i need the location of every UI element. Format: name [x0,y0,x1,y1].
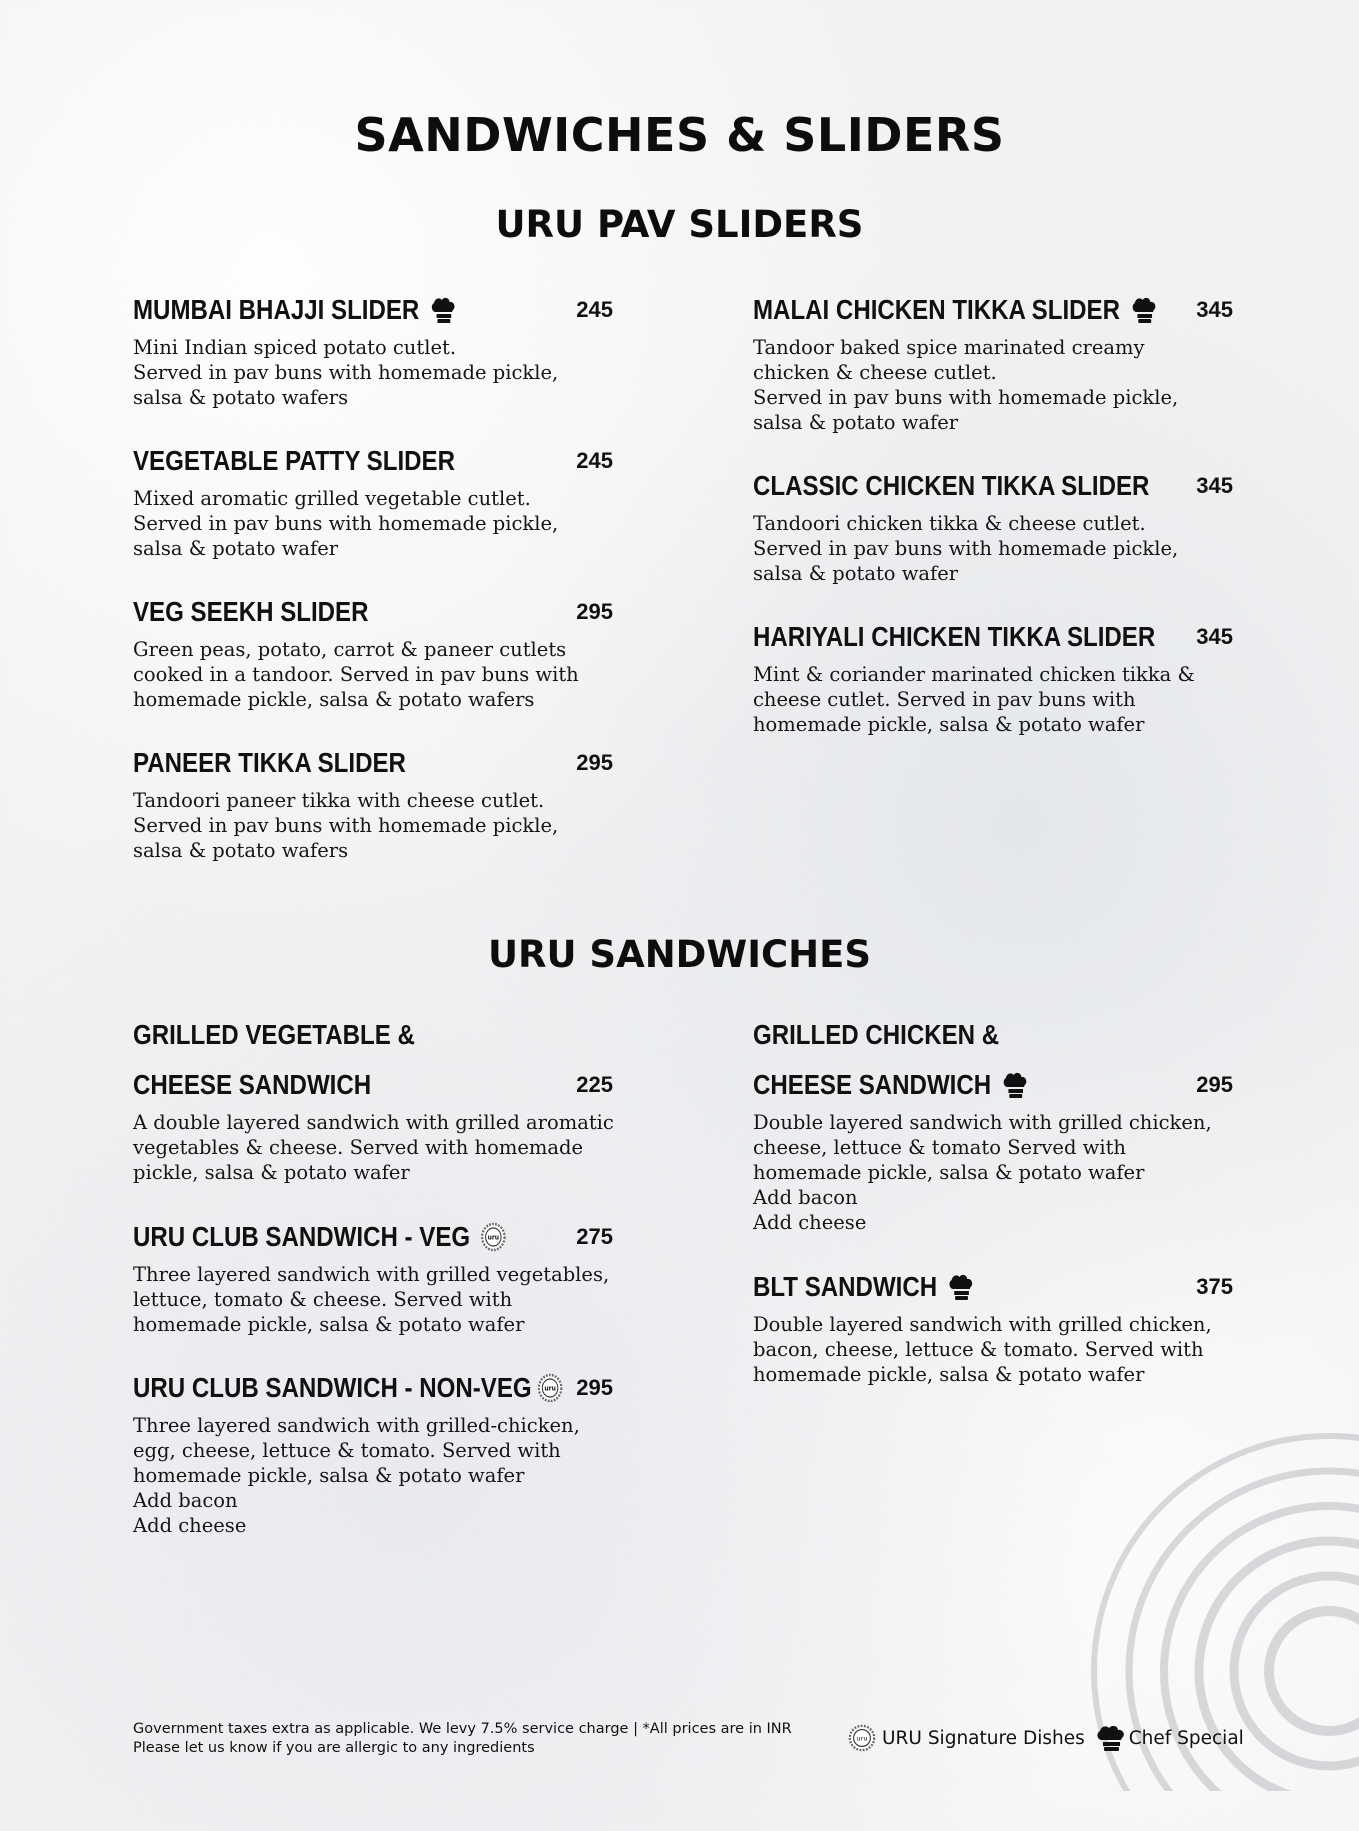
item-description: Three layered sandwich with grilled-chicken, egg, cheese, lettuce & tomato. Served with homemade pickle, salsa & potato wafer Add bacon Add cheese [133,1414,580,1537]
item-name-line: GRILLED CHICKEN & [753,1019,1000,1050]
footer-note [133,1720,792,1758]
item-description: Three layered sandwich with grilled vegetables, lettuce, tomato & cheese. Served with homemade pickle, salsa & potato wafer [133,1263,610,1336]
item-price: 345 [1196,624,1233,649]
uru-signature-icon [848,1724,876,1752]
item-price: 295 [576,1375,613,1400]
item-price: 275 [576,1224,613,1249]
item-description: Mint & coriander marinated chicken tikka & cheese cutlet. Served in pav buns with homemade pickle, salsa & potato wafer [753,663,1195,736]
item-price: 295 [1196,1072,1233,1097]
item-description: Mixed aromatic grilled vegetable cutlet. Served in pav buns with homemade pickle, salsa & potato wafer [133,487,559,560]
item-price: 345 [1196,473,1233,498]
item-description: Double layered sandwich with grilled chicken, bacon, cheese, lettuce & tomato. Served with homemade pickle, salsa & potato wafer [753,1313,1212,1386]
menu-item [753,1010,1233,1235]
item-name-line: GRILLED VEGETABLE & [133,1019,415,1050]
menu-item [133,738,613,863]
menu-item [753,1262,1233,1387]
item-price: 375 [1196,1274,1233,1299]
item-name: URU CLUB SANDWICH - VEG [133,1221,471,1252]
svg-text:uru: uru [487,1233,500,1242]
item-name: URU CLUB SANDWICH - NON-VEG [133,1372,532,1403]
chef-hat-icon [947,1272,975,1302]
item-price: 245 [576,448,613,473]
item-name: CLASSIC CHICKEN TIKKA SLIDER [753,470,1150,501]
footer-line-2: Please let us know if you are allergic to any ingredients [133,1740,535,1756]
item-name: HARIYALI CHICKEN TIKKA SLIDER [753,621,1156,652]
section-title-sliders: URU PAV SLIDERS [495,203,864,246]
item-price: 245 [576,297,613,322]
item-name: PANEER TIKKA SLIDER [133,747,406,778]
menu-item [133,1363,613,1538]
legend-signature-label: URU Signature Dishes [882,1727,1085,1749]
item-name: MUMBAI BHAJJI SLIDER [133,294,420,325]
item-description: Tandoori paneer tikka with cheese cutlet. Served in pav buns with homemade pickle, salsa & potato wafers [133,789,559,862]
menu-item [753,285,1233,435]
item-description: A double layered sandwich with grilled aromatic vegetables & cheese. Served with homemade pickle, salsa & potato wafer [133,1111,614,1184]
item-description: Double layered sandwich with grilled chicken, cheese, lettuce & tomato Served with homemade pickle, salsa & potato wafer Add bacon Add cheese [753,1111,1212,1234]
legend-chef-label: Chef Special [1128,1727,1244,1749]
item-price: 295 [576,750,613,775]
menu-item [133,1212,613,1337]
menu-item [133,436,613,561]
uru-signature-icon [537,1373,563,1403]
chef-hat-icon [1095,1723,1127,1753]
menu-item [133,587,613,712]
item-name-line: CHEESE SANDWICH [753,1069,992,1100]
legend [848,1723,1254,1753]
footer-line-1: Government taxes extra as applicable. We levy 7.5% service charge | *All prices are in INR [133,1721,792,1737]
menu-item [133,285,613,410]
chef-hat-icon [430,295,458,325]
menu-item [133,1010,613,1185]
section-title-sandwiches: URU SANDWICHES [487,933,872,976]
item-description: Tandoori chicken tikka & cheese cutlet. Served in pav buns with homemade pickle, salsa & potato wafer [753,512,1179,585]
page-title: SANDWICHES & SLIDERS [354,108,1005,162]
item-description: Mini Indian spiced potato cutlet. Served in pav buns with homemade pickle, salsa & potato wafers [133,336,559,409]
item-price: 225 [576,1072,613,1097]
item-description: Tandoor baked spice marinated creamy chicken & cheese cutlet. Served in pav buns with homemade pickle, salsa & potato wafer [753,336,1179,434]
item-name: VEGETABLE PATTY SLIDER [133,445,455,476]
svg-text:uru: uru [856,1734,868,1743]
chef-hat-icon [1130,295,1158,325]
chef-hat-icon [1001,1070,1029,1100]
menu-item [753,461,1233,586]
uru-signature-icon [480,1222,506,1252]
svg-text:uru: uru [543,1384,556,1393]
item-description: Green peas, potato, carrot & paneer cutlets cooked in a tandoor. Served in pav buns with homemade pickle, salsa & potato wafers [133,638,579,711]
item-price: 345 [1196,297,1233,322]
item-name-line: CHEESE SANDWICH [133,1069,372,1100]
item-name: BLT SANDWICH [753,1271,938,1302]
item-price: 295 [576,599,613,624]
item-name: MALAI CHICKEN TIKKA SLIDER [753,294,1120,325]
menu-item [753,612,1233,737]
item-name: VEG SEEKH SLIDER [133,596,369,627]
